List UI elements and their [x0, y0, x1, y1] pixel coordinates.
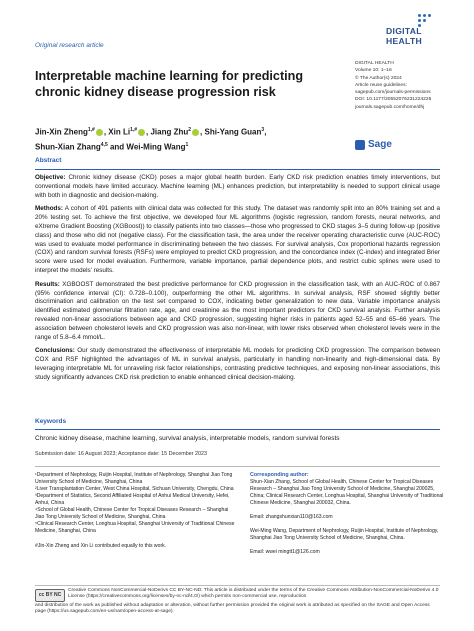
author-name: Shi-Yang Guan — [204, 127, 262, 137]
author-separator: , — [103, 127, 109, 137]
author-separator: and — [107, 142, 127, 152]
author-affil: 4,5 — [100, 141, 108, 148]
author-affil: 3 — [261, 127, 265, 133]
meta-line: DIGITAL HEALTH — [355, 61, 394, 66]
keywords-heading: Keywords — [35, 418, 67, 425]
divider — [35, 585, 440, 586]
affiliation: ⁴School of Global Health, Chinese Center for Tropical Diseases Research – Shanghai Jiao Tong University School of Medicine, Shanghai, China — [35, 507, 229, 520]
doi-link[interactable]: DOI: 10.1177/20552076231224225 — [355, 97, 432, 103]
keywords-text: Chronic kidney disease, machine learning, survival analysis, interpretable models, random survival forests — [35, 435, 340, 442]
journal-name-line1: DIGITAL — [386, 26, 422, 36]
affiliations — [35, 472, 235, 550]
submission-dates: Submission date: 16 August 2023; Acceptance date: 15 December 2023 — [35, 451, 208, 457]
divider — [35, 466, 440, 467]
abstract-paragraph — [35, 205, 440, 275]
license-text: and distribution of the work as published without adaptation or alteration, without further permission provided the original work is attributed as specified on the SAGE and Open Access page (https://us.sagepub.com/en-us/nam/open-access-at-sage). — [35, 603, 430, 615]
orcid-icon[interactable] — [138, 129, 145, 136]
meta-link[interactable]: sagepub.com/journals-permissions — [355, 90, 431, 96]
meta-line: © The Author(s) 2024 — [355, 75, 402, 81]
paragraph-text: Chronic kidney disease (CKD) poses a major global health burden. Early CKD risk prediction enables timely interventions, but conventional models have limited accuracy. Machine learning (ML) enhances prediction, but interpretability is needed to support clinical usage with both in diagnostic and decision-making. — [35, 174, 441, 199]
orcid-icon[interactable] — [192, 129, 199, 136]
journal-link[interactable]: journals.sagepub.com/home/dhj — [355, 104, 425, 110]
affiliation: ⁵Clinical Research Center, Longhua Hospital, Shanghai University of Traditional Chinese Medicine, Shanghai, China — [35, 521, 235, 534]
publisher-name: Sage — [368, 139, 392, 150]
affiliation: ²Liver Transplantation Center, West China Hospital, Sichuan University, Chengdu, China — [35, 486, 234, 492]
divider — [35, 169, 440, 170]
article-type: Original research article — [35, 42, 104, 49]
author-name: Jiang Zhu — [150, 127, 189, 137]
publisher-logo — [355, 140, 415, 152]
author-separator: , — [264, 127, 267, 137]
cc-license-icon: cc BY NC — [35, 589, 65, 602]
journal-logo — [386, 14, 452, 48]
journal-name-line2: HEALTH — [386, 36, 423, 46]
author-name: Shun-Xian Zhang — [35, 142, 101, 152]
paragraph-head: Results: — [35, 280, 60, 288]
correspondence — [250, 472, 450, 563]
abstract-body — [35, 174, 440, 388]
affiliation: ¹Department of Nephrology, Ruijin Hospital, Institute of Nephrology, Shanghai Jiao Tong University School of Medicine, Shanghai, China — [35, 472, 233, 485]
author-name: Jin-Xin Zheng — [35, 127, 88, 137]
paragraph-text: A cohort of 491 patients with clinical data was collected for this study. The dataset was randomly split into an 80% training set and a 20% testing set. To achieve the first objective, we developed four ML algorithms (logistic regression, random forests, neural networks, and eXtreme Gradient Boosting (XGBoost)) to classify patients into two classes—those who progressed to CKD stages 3–5 during follow-up (positive class) and those who did not (negative class). For the classification task, the area under the receiver operating characteristic curve (AUC-ROC) was used to evaluate model performance in discriminating between the two classes. For survival analysis, Cox proportional hazards regression (COX) and random survival forests (RSFs) were employed to predict CKD progression, and the concordance index (C-index) and integrated Brier score were used for model evaluation. Furthermore, variable importance, partial dependence plots, and restrict cubic splines were used to interpret the models' results. — [35, 205, 440, 274]
abstract-paragraph — [35, 281, 440, 343]
author-separator: , — [200, 127, 205, 137]
paragraph-head: Conclusions: — [35, 347, 75, 355]
corr-heading: Corresponding author: — [250, 472, 309, 478]
author-separator: , — [146, 127, 151, 137]
sage-mark-icon — [355, 140, 365, 150]
meta-line: Volume 10: 1–16 — [355, 68, 392, 74]
corr-email[interactable]: Email: zhangshunxian110@163.com — [250, 514, 333, 520]
paragraph-text: Our study demonstrated the effectiveness of interpretable ML models for predicting CKD progression. The comparison between COX and RSF highlighted the advantages of ML in survival analysis, particularly in handling non-linearity and high-dimensional data. By leveraging interpretable ML for unraveling risk factor relationships, contrasting predictive techniques, and exposing non-linear associations, this study significantly advances CKD risk prediction to enable enhanced clinical decision-making. — [35, 347, 440, 381]
author-affil: 1,# — [87, 127, 95, 133]
author-affil: 2 — [188, 127, 192, 133]
contribution-note: #Jin-Xin Zheng and Xin Li contributed equally to this work. — [35, 543, 167, 549]
meta-line: Article reuse guidelines: — [355, 82, 407, 88]
journal-meta — [355, 60, 465, 111]
abstract-paragraph — [35, 174, 440, 200]
author-affil: 1,# — [130, 127, 138, 133]
paragraph-head: Methods: — [35, 205, 63, 213]
corr-author: Wei-Ming Wang, Department of Nephrology, Ruijin Hospital, Institute of Nephrology, Shanghai Jiao Tong University School of Medicine, Shanghai, China. — [250, 528, 439, 541]
article-title: Interpretable machine learning for predicting chronic kidney disease progression risk — [35, 69, 304, 99]
corr-email[interactable]: Email: wwei mingtt1@126.com — [250, 549, 320, 555]
author-name: Xin Li — [108, 127, 131, 137]
author-list — [35, 124, 335, 153]
corr-author: Shun-Xian Zhang, School of Global Health, Chinese Center for Tropical Diseases Research – Shanghai Jiao Tong University School of Medicine, Shanghai 200025, China; Clinical Research Center, Longhua Hospital, Shanghai University of Traditional Chinese Medicine, Shanghai 200032, China. — [250, 479, 444, 506]
orcid-icon[interactable] — [96, 129, 103, 136]
paragraph-text: XGBOOST demonstrated the best predictive performance for CKD progression in the classification task, with an AUC-ROC of 0.867 (95% confidence interval (CI): 0.728–0.100), outperforming the other ML algorithms. In survival analysis, RSF showed slightly better discrimination and calibration on the test set compared to COX, indicating better generalization to new data. Variable importance analysis identified estimated glomerular filtration rate, age, and creatinine as the most important predictors for CKD survival analysis. Further analysis revealed non-linear associations between age and CKD progression, suggesting higher risks in patients aged 52–55 and 65–66 years. The association between cholesterol levels and CKD progression was also non-linear, with lower risks observed when cholesterol levels were in the range of 5.8–6.4 mmol/L. — [35, 280, 440, 341]
abstract-heading: Abstract — [35, 157, 62, 164]
abstract-paragraph — [35, 347, 440, 382]
author-affil: 1 — [185, 141, 189, 148]
license-text: Creative Commons NonCommercial-NoDerivs CC BY-NC-ND: This article is distributed under the terms of the Creative Commons Attribution-NonCommercial-NoDerivs 4.0 License (https://creativecommons.org/licenses/by-nc-nd/4.0/) which permits non-commercial use, reproduction — [68, 588, 439, 600]
affiliation: ³Department of Statistics, Second Affiliated Hospital of Anhui Medical University, Hefei, Anhui, China — [35, 493, 230, 506]
author-name: Wei-Ming Wang — [126, 142, 186, 152]
divider — [35, 429, 440, 430]
paragraph-head: Objective: — [35, 174, 66, 181]
